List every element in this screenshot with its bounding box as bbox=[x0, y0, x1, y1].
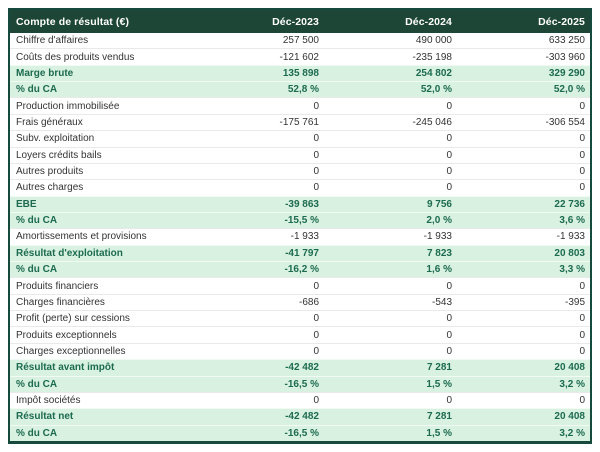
cell-value: -306 554 bbox=[545, 116, 585, 128]
cell-value: 7 823 bbox=[426, 247, 452, 259]
cell-value: -121 602 bbox=[279, 51, 319, 63]
cell-value: -42 482 bbox=[285, 362, 319, 374]
cell-value: 0 bbox=[313, 133, 319, 145]
cell-value: 20 408 bbox=[554, 411, 585, 423]
cell-value: -175 761 bbox=[279, 116, 319, 128]
cell-value: 0 bbox=[446, 329, 452, 341]
cell-value: 0 bbox=[446, 280, 452, 292]
cell-value: 0 bbox=[579, 149, 585, 161]
cell-value: 0 bbox=[446, 395, 452, 407]
table-row bbox=[10, 359, 590, 375]
table-row bbox=[10, 48, 590, 64]
table-row bbox=[10, 392, 590, 408]
cell-value: 0 bbox=[579, 329, 585, 341]
row-label: Charges financières bbox=[16, 296, 105, 308]
row-label: Production immobilisée bbox=[16, 100, 120, 112]
cell-value: 0 bbox=[446, 133, 452, 145]
cell-value: 0 bbox=[579, 133, 585, 145]
cell-value: -245 046 bbox=[412, 116, 452, 128]
cell-value: -15,5 % bbox=[284, 215, 319, 227]
cell-value: 0 bbox=[313, 149, 319, 161]
cell-value: 1,6 % bbox=[426, 264, 452, 276]
table-row bbox=[10, 343, 590, 359]
cell-value: -1 933 bbox=[423, 231, 452, 243]
table-row bbox=[10, 261, 590, 277]
row-label: % du CA bbox=[16, 378, 58, 390]
row-label: Résultat avant impôt bbox=[16, 362, 115, 374]
table-row bbox=[10, 196, 590, 212]
cell-value: -1 933 bbox=[290, 231, 319, 243]
cell-value: 22 736 bbox=[554, 198, 585, 210]
cell-value: 1,5 % bbox=[426, 378, 452, 390]
row-label: Coûts des produits vendus bbox=[16, 51, 135, 63]
cell-value: 52,0 % bbox=[553, 84, 585, 96]
cell-value: 0 bbox=[313, 280, 319, 292]
column-header-dec-2025: Déc-2025 bbox=[538, 15, 585, 28]
cell-value: -16,2 % bbox=[284, 264, 319, 276]
cell-value: -395 bbox=[564, 296, 585, 308]
cell-value: 0 bbox=[313, 346, 319, 357]
table-row bbox=[10, 33, 590, 48]
table-row bbox=[10, 310, 590, 326]
row-label: Résultat d'exploitation bbox=[16, 247, 123, 259]
row-label: Résultat net bbox=[16, 411, 74, 423]
row-label: Marge brute bbox=[16, 67, 74, 79]
row-label: Frais généraux bbox=[16, 116, 83, 128]
row-label: Chiffre d'affaires bbox=[16, 35, 89, 47]
cell-value: -1 933 bbox=[556, 231, 585, 243]
cell-value: 0 bbox=[313, 100, 319, 112]
cell-value: 7 281 bbox=[426, 362, 452, 374]
cell-value: 0 bbox=[579, 313, 585, 325]
cell-value: 52,8 % bbox=[287, 84, 319, 96]
cell-value: 20 408 bbox=[554, 362, 585, 374]
cell-value: -235 198 bbox=[412, 51, 452, 63]
cell-value: 1,5 % bbox=[426, 427, 452, 439]
cell-value: -303 960 bbox=[545, 51, 585, 63]
row-label: % du CA bbox=[16, 264, 58, 276]
cell-value: 0 bbox=[313, 182, 319, 194]
table-title: Compte de résultat (€) bbox=[16, 15, 130, 28]
table-row bbox=[10, 277, 590, 293]
cell-value: 0 bbox=[446, 346, 452, 357]
cell-value: 0 bbox=[579, 182, 585, 194]
row-label: % du CA bbox=[16, 427, 58, 439]
table-row bbox=[10, 147, 590, 163]
cell-value: 490 000 bbox=[415, 35, 452, 47]
cell-value: 0 bbox=[446, 313, 452, 325]
cell-value: -16,5 % bbox=[284, 378, 319, 390]
table-row bbox=[10, 114, 590, 130]
cell-value: 0 bbox=[313, 166, 319, 178]
cell-value: 257 500 bbox=[282, 35, 319, 47]
cell-value: -42 482 bbox=[285, 411, 319, 423]
cell-value: 0 bbox=[579, 346, 585, 357]
row-label: Charges exceptionnelles bbox=[16, 346, 126, 357]
row-label: Loyers crédits bails bbox=[16, 149, 102, 161]
row-label: Profit (perte) sur cessions bbox=[16, 313, 130, 325]
row-label: Impôt sociétés bbox=[16, 395, 81, 407]
cell-value: 0 bbox=[446, 149, 452, 161]
cell-value: 254 802 bbox=[415, 67, 452, 79]
cell-value: 7 281 bbox=[426, 411, 452, 423]
cell-value: -39 863 bbox=[285, 198, 319, 210]
cell-value: 0 bbox=[446, 166, 452, 178]
table-row bbox=[10, 376, 590, 392]
row-label: Amortissements et provisions bbox=[16, 231, 147, 243]
table-row bbox=[10, 81, 590, 97]
table-row bbox=[10, 130, 590, 146]
column-header-dec-2024: Déc-2024 bbox=[405, 15, 452, 28]
cell-value: 0 bbox=[446, 100, 452, 112]
cell-value: 3,6 % bbox=[559, 215, 585, 227]
cell-value: 3,3 % bbox=[559, 264, 585, 276]
row-label: Autres produits bbox=[16, 166, 84, 178]
cell-value: 0 bbox=[579, 395, 585, 407]
table-row bbox=[10, 212, 590, 228]
cell-value: -686 bbox=[298, 296, 319, 308]
cell-value: -16,5 % bbox=[284, 427, 319, 439]
cell-value: -543 bbox=[431, 296, 452, 308]
table-row bbox=[10, 179, 590, 195]
cell-value: 329 290 bbox=[548, 67, 585, 79]
income-statement-table bbox=[8, 8, 592, 444]
cell-value: 3,2 % bbox=[559, 427, 585, 439]
row-label: Autres charges bbox=[16, 182, 84, 194]
cell-value: 0 bbox=[313, 329, 319, 341]
cell-value: 2,0 % bbox=[426, 215, 452, 227]
cell-value: -41 797 bbox=[285, 247, 319, 259]
row-label: Produits exceptionnels bbox=[16, 329, 117, 341]
cell-value: 0 bbox=[579, 100, 585, 112]
table-row bbox=[10, 245, 590, 261]
table-row bbox=[10, 97, 590, 113]
row-label: % du CA bbox=[16, 84, 58, 96]
column-header-dec-2023: Déc-2023 bbox=[272, 15, 319, 28]
row-label: % du CA bbox=[16, 215, 58, 227]
cell-value: 633 250 bbox=[548, 35, 585, 47]
table-header-row bbox=[10, 10, 590, 33]
row-label: EBE bbox=[16, 198, 37, 210]
row-label: Subv. exploitation bbox=[16, 133, 95, 145]
table-row bbox=[10, 65, 590, 81]
cell-value: 20 803 bbox=[554, 247, 585, 259]
cell-value: 0 bbox=[579, 166, 585, 178]
cell-value: 0 bbox=[579, 280, 585, 292]
table-row bbox=[10, 326, 590, 342]
cell-value: 0 bbox=[313, 313, 319, 325]
table-row bbox=[10, 425, 590, 441]
table-row bbox=[10, 163, 590, 179]
cell-value: 52,0 % bbox=[420, 84, 452, 96]
table-row bbox=[10, 294, 590, 310]
cell-value: 9 756 bbox=[426, 198, 452, 210]
cell-value: 0 bbox=[446, 182, 452, 194]
row-label: Produits financiers bbox=[16, 280, 99, 292]
table-row bbox=[10, 228, 590, 244]
cell-value: 135 898 bbox=[282, 67, 319, 79]
cell-value: 0 bbox=[313, 395, 319, 407]
table-row bbox=[10, 408, 590, 424]
cell-value: 3,2 % bbox=[559, 378, 585, 390]
